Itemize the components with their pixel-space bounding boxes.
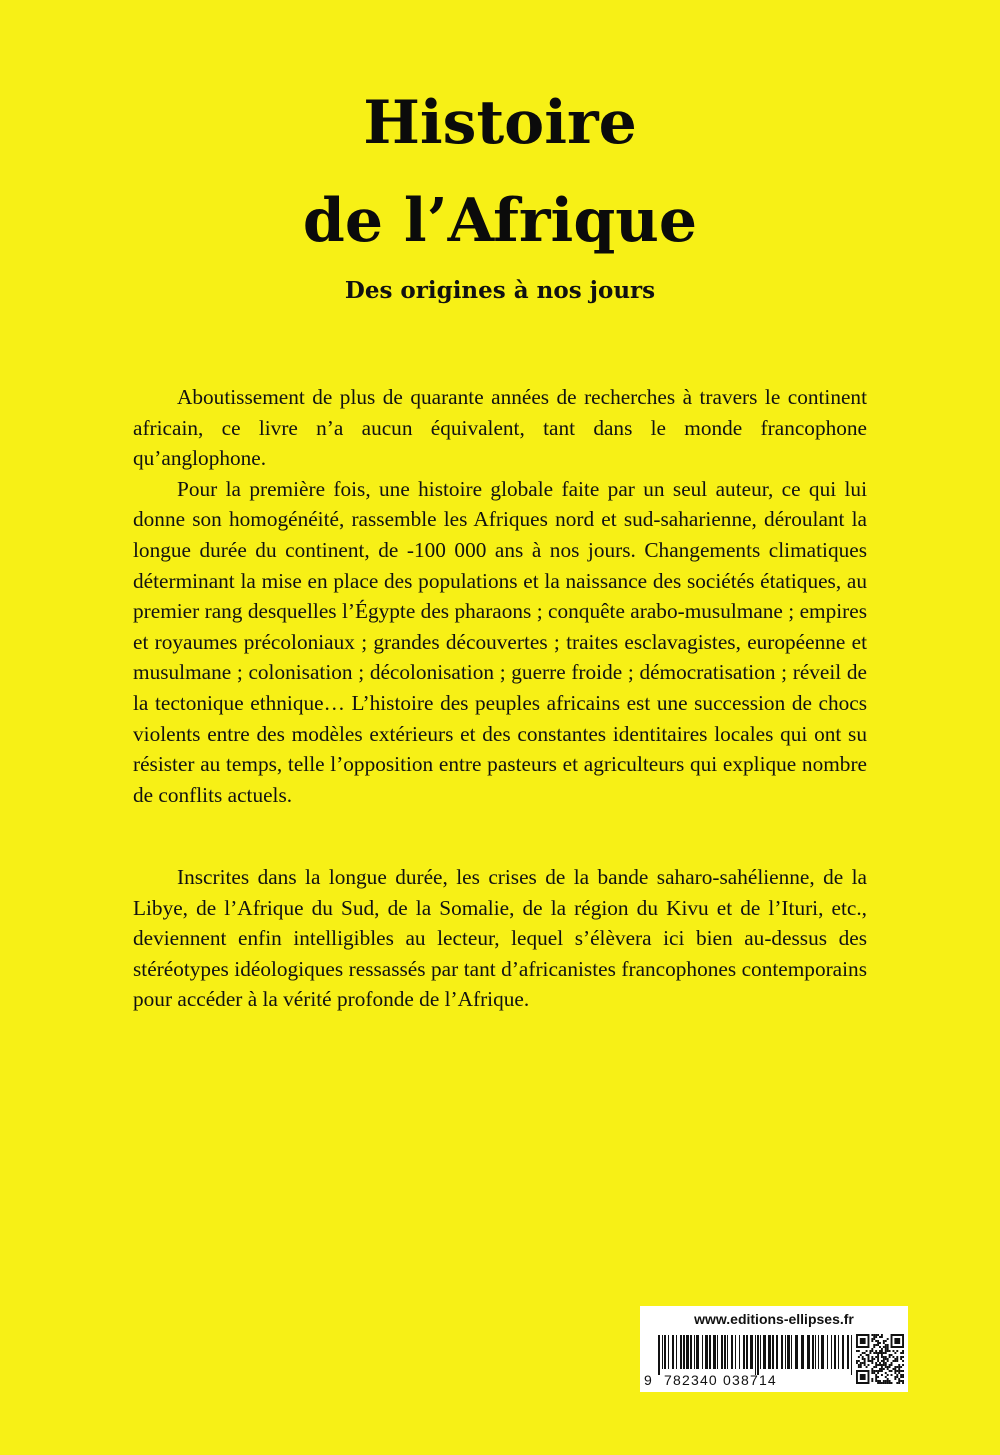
isbn-first-digit: 9 — [644, 1372, 653, 1388]
isbn-digits: 782340 038714 — [664, 1372, 777, 1388]
publisher-website: www.editions-ellipses.fr — [694, 1311, 854, 1327]
title-line-2: de l’Afrique — [302, 186, 698, 256]
blurb-block-1 — [133, 382, 867, 810]
blurb-paragraph: Aboutissement de plus de quarante années de recherches à travers le continent africain, ce livre n’a aucun équivalent, tant dans le monde francophone qu’anglophone. — [133, 385, 867, 471]
barcode-panel — [640, 1306, 908, 1392]
subtitle: Des origines à nos jours — [344, 277, 656, 304]
title-line-1: Histoire — [363, 88, 637, 158]
isbn-barcode-icon — [658, 1335, 853, 1375]
qr-code-icon — [856, 1334, 904, 1384]
blurb-paragraph: Pour la première fois, une histoire globale faite par un seul auteur, ce qui lui donne son homogénéité, rassemble les Afriques nord et sud-saharienne, déroulant la longue durée du continent, de -100 000 ans à nos jours. Changements climatiques déterminant la mise en place des populations et la naissance des sociétés étatiques, au premier rang desquelles l’Égypte des pharaons ; conquête arabo-musulmane ; empires et royaumes précoloniaux ; grandes découvertes ; traites esclavagistes, européenne et musulmane ; colonisation ; décolonisation ; guerre froide ; démocratisation ; réveil de la tectonique ethnique… L’histoire des peuples africains est une succession de chocs violents entre des modèles extérieurs et des constantes identitaires locales qui ont su résister au temps, telle l’opposition entre pasteurs et agriculteurs qui explique nombre de conflits actuels. — [133, 476, 867, 807]
blurb-paragraph: Inscrites dans la longue durée, les crises de la bande saharo-sahélienne, de la Libye, de l’Afrique du Sud, de la Somalie, de la région du Kivu et de l’Ituri, etc., deviennent enfin intelligibles au lecteur, lequel s’élèvera ici bien au-dessus des stéréotypes idéologiques ressassés par tant d’africanistes francophones contemporains pour accéder à la vérité profonde de l’Afrique. — [133, 865, 867, 1012]
blurb-block-2 — [133, 862, 867, 1015]
